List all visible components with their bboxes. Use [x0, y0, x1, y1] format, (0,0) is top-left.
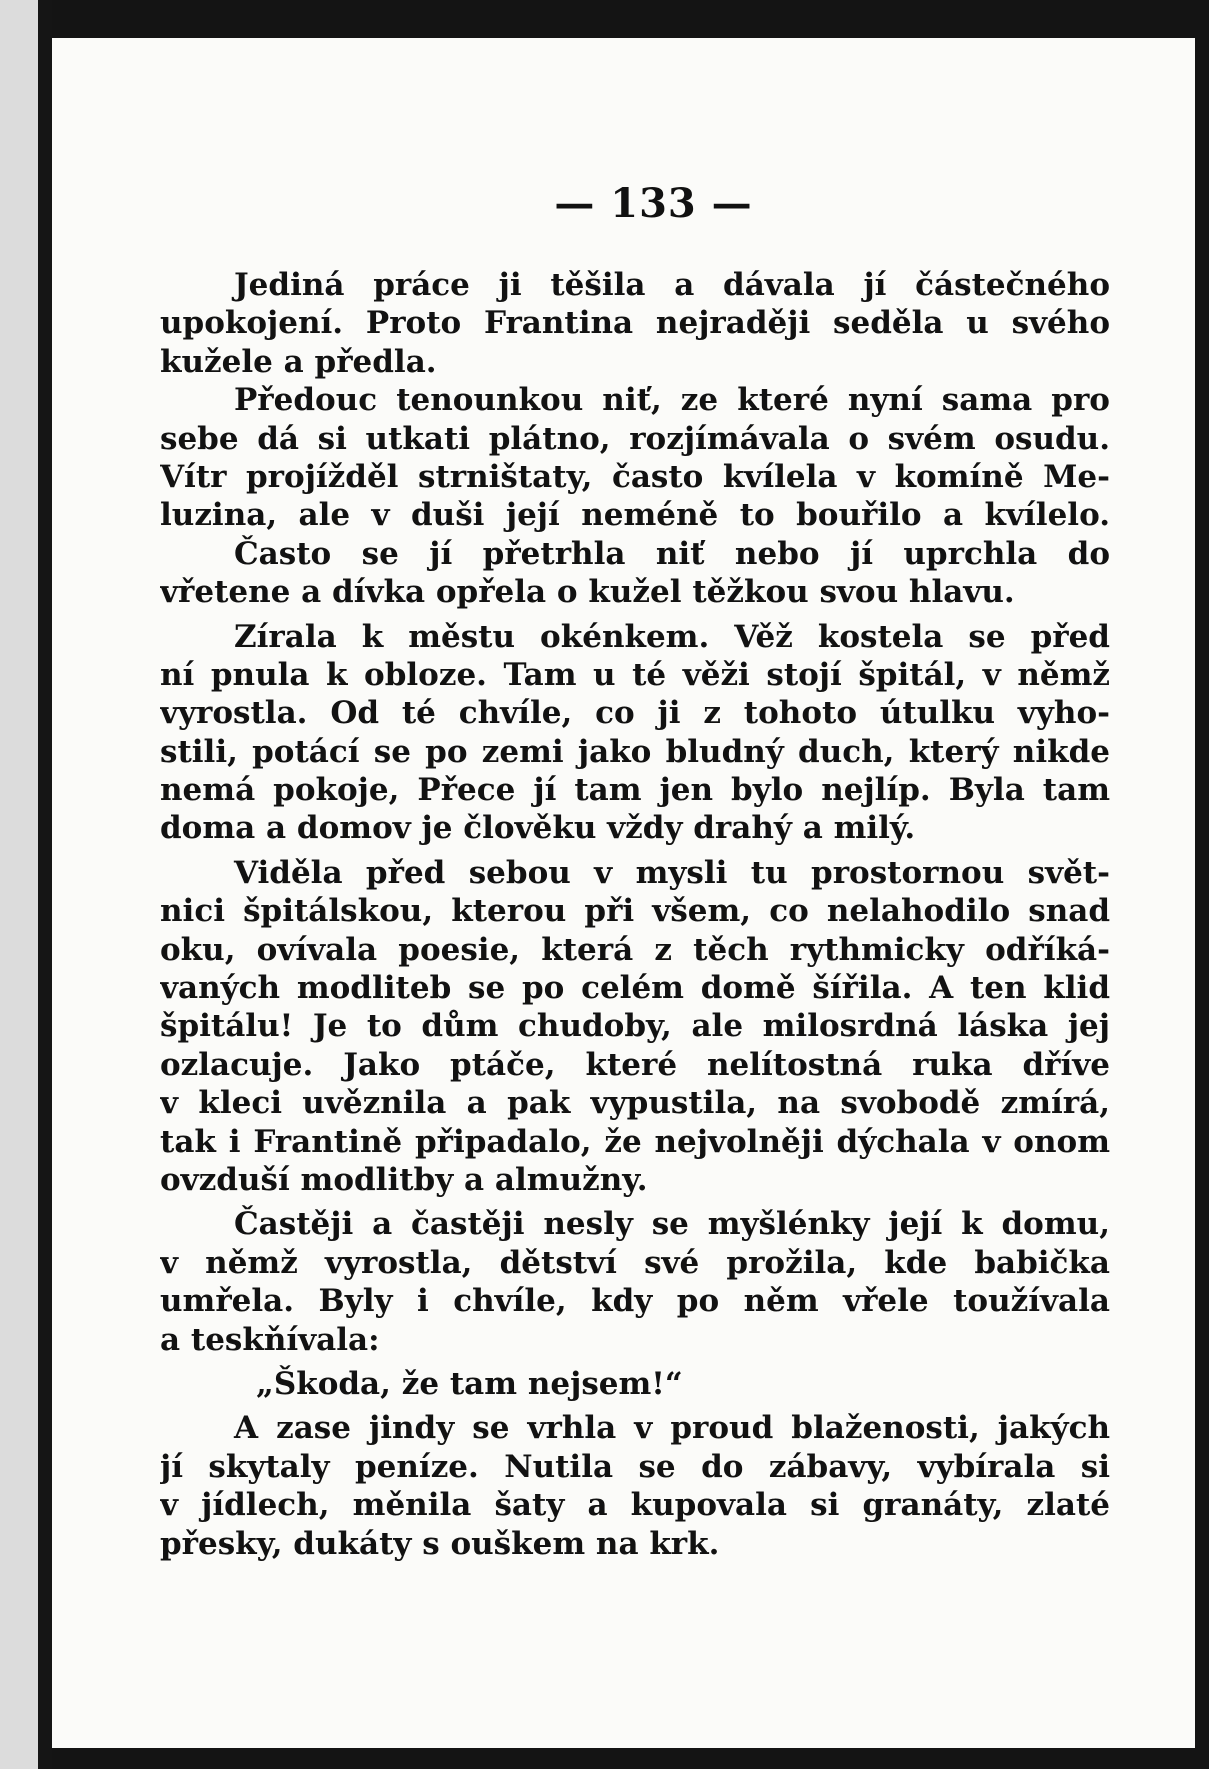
text-line: vyrostla. Od té chvíle, co ji z tohoto útulku vyho- — [160, 695, 1110, 732]
text-line: ozlacuje. Jako ptáče, které nelítostná ruka dříve — [160, 1046, 1110, 1083]
text-line-quote: „Škoda, že tam nejsem!“ — [256, 1365, 683, 1402]
text-line: doma a domov je člověku vždy drahý a milý. — [160, 810, 916, 847]
text-line: luzina, ale v duši její neméně to bouřilo a kvílelo. — [160, 497, 1110, 534]
text-line: sebe dá si utkati plátno, rozjímávala o svém osudu. — [160, 420, 1110, 457]
text-line: v němž vyrostla, dětství své prožila, kde babička — [160, 1244, 1110, 1281]
text-line: nici špitálskou, kterou při všem, co nelahodilo snad — [160, 893, 1110, 930]
page-gutter — [38, 0, 52, 1769]
text-line: Zírala k městu okénkem. Věž kostela se před — [234, 618, 1110, 655]
body-text — [160, 266, 1110, 1563]
text-line: Jediná práce ji těšila a dávala jí částečného — [234, 267, 1110, 303]
text-line: Viděla před sebou v mysli tu prostornou svět- — [234, 854, 1110, 891]
text-line: v jídlech, měnila šaty a kupovala si granáty, zlaté — [160, 1487, 1110, 1524]
text-line: kužele a předla. — [160, 343, 437, 380]
text-line: A zase jindy se vrhla v proud blaženosti, jakých — [234, 1410, 1110, 1447]
text-line: Vítr projížděl strništaty, často kvílela v komíně Me- — [160, 458, 1110, 495]
text-line: vaných modliteb se po celém domě šířila. A ten klid — [160, 970, 1110, 1007]
text-line: přesky, dukáty s ouškem na krk. — [160, 1525, 720, 1562]
book-page — [52, 38, 1195, 1748]
text-line: vřetene a dívka opřela o kužel těžkou svou hlavu. — [160, 574, 1015, 611]
text-line: špitálu! Je to dům chudoby, ale milosrdná láska jej — [160, 1008, 1110, 1045]
text-line: upokojení. Proto Frantina nejraději seděla u svého — [160, 305, 1110, 342]
text-line: Předouc tenounkou niť, ze které nyní sama pro — [234, 382, 1110, 419]
text-line: v kleci uvěznila a pak vypustila, na svobodě zmírá, — [160, 1085, 1110, 1122]
text-line: Častěji a častěji nesly se myšlénky její k domu, — [234, 1206, 1110, 1243]
text-line: nemá pokoje, Přece jí tam jen bylo nejlíp. Byla tam — [160, 772, 1110, 809]
text-line: jí skytaly peníze. Nutila se do zábavy, vybírala si — [160, 1448, 1110, 1485]
text-line: umřela. Byly i chvíle, kdy po něm vřele toužívala — [160, 1283, 1110, 1320]
previous-page-edge — [0, 0, 38, 1769]
text-line: a teskňívala: — [160, 1321, 380, 1358]
page-number: — 133 — — [554, 180, 753, 227]
text-line: ní pnula k obloze. Tam u té věži stojí špitál, v němž — [160, 656, 1110, 693]
text-line: stili, potácí se po zemi jako bludný duch, který nikde — [160, 733, 1110, 770]
text-line: tak i Frantině připadalo, že nejvolněji dýchala v onom — [160, 1123, 1110, 1160]
text-line: Často se jí přetrhla niť nebo jí uprchla do — [234, 535, 1110, 572]
text-line: oku, ovívala poesie, která z těch rythmicky odříká- — [160, 931, 1110, 968]
text-line: ovzduší modlitby a almužny. — [160, 1161, 648, 1198]
